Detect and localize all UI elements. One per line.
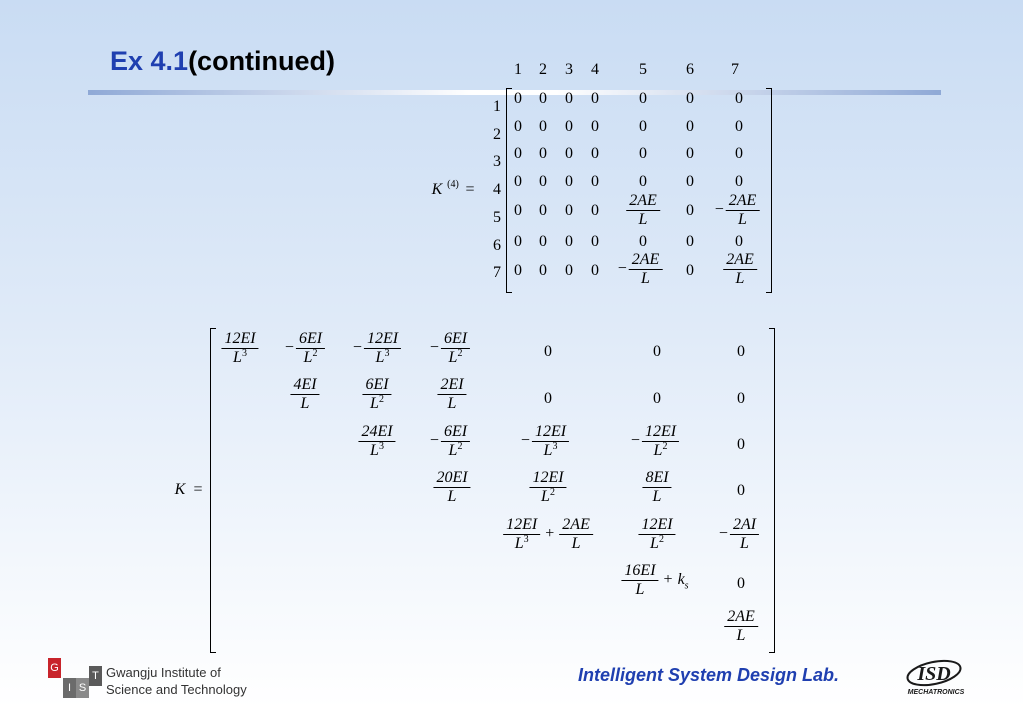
- k4-entry: 0: [686, 90, 694, 107]
- k-entry-r2c2: [290, 376, 319, 413]
- frac-denominator: L: [543, 442, 553, 459]
- k4-entry-frac: [723, 251, 757, 288]
- k4-row-header: 2: [493, 126, 501, 143]
- k4-col-header: 3: [565, 61, 573, 78]
- k4-col-header: 4: [591, 61, 599, 78]
- frac-numerator: 12EI: [221, 330, 258, 349]
- k-entry-r3c6: [631, 423, 679, 460]
- k-entry-r5c6: [638, 516, 675, 553]
- k4-col-header: 2: [539, 61, 547, 78]
- k4-entry: 0: [686, 233, 694, 250]
- k4-entry: 0: [686, 145, 694, 162]
- k4-entry-frac: [626, 192, 660, 229]
- k4-entry: 0: [591, 145, 599, 162]
- frac-numerator: 16EI: [621, 562, 658, 581]
- k4-entry: 0: [565, 118, 573, 135]
- frac-numerator: 12EI: [642, 423, 679, 442]
- frac-numerator: 12EI: [364, 330, 401, 349]
- spring-constant-k: k: [677, 571, 685, 589]
- frac-numerator: 8EI: [642, 469, 671, 488]
- frac-exponent: 2: [457, 348, 463, 359]
- k4-entry: 0: [565, 145, 573, 162]
- frac-exponent: 2: [658, 534, 664, 545]
- k4-entry: 0: [514, 173, 522, 190]
- frac-denominator: L: [300, 395, 310, 412]
- frac-denominator: L: [653, 442, 663, 459]
- k4-entry: 0: [514, 262, 522, 279]
- k4-right-bracket: [766, 88, 772, 293]
- k4-entry: 0: [735, 145, 743, 162]
- k4-entry: 0: [639, 233, 647, 250]
- k4-col-header: 7: [731, 61, 739, 78]
- minus-sign: −: [352, 339, 362, 357]
- minus-sign: −: [429, 432, 439, 450]
- frac-numerator: 4EI: [290, 376, 319, 395]
- k4-entry: 0: [539, 262, 547, 279]
- k-entry-r1c6: 0: [653, 343, 661, 360]
- frac-denominator: L: [303, 349, 313, 366]
- gist-logo-letter: G: [48, 658, 61, 678]
- frac-numerator: 2EI: [437, 376, 466, 395]
- k4-entry: 0: [591, 90, 599, 107]
- k-entry-r4c6: [642, 469, 671, 506]
- k4-entry: 0: [686, 173, 694, 190]
- k4-entry: 0: [735, 233, 743, 250]
- frac-exponent: 2: [378, 394, 384, 405]
- k-entry-r1c7: 0: [737, 343, 745, 360]
- k4-entry: 0: [735, 90, 743, 107]
- k-entry-r6c6: [621, 562, 688, 599]
- k-entry-r1c1: [221, 330, 258, 367]
- isd-logo: [898, 656, 970, 698]
- gist-logo-letter: T: [89, 666, 102, 686]
- frac-numerator: 2AE: [726, 192, 760, 211]
- k4-entry: 0: [565, 90, 573, 107]
- frac-exponent: 3: [552, 441, 558, 452]
- frac-numerator: 2AE: [626, 192, 660, 211]
- k-entry-r4c7: 0: [737, 482, 745, 499]
- frac-denominator: L: [738, 211, 747, 228]
- k4-entry: 0: [539, 202, 547, 219]
- frac-exponent: 2: [457, 441, 463, 452]
- k-entry-r2c6: 0: [653, 390, 661, 407]
- k4-entry: 0: [539, 173, 547, 190]
- k-entry-r2c7: 0: [737, 390, 745, 407]
- gist-logo-letter: I: [63, 678, 76, 698]
- k4-entry: 0: [514, 233, 522, 250]
- k4-entry: 0: [539, 145, 547, 162]
- k4-entry: 0: [639, 118, 647, 135]
- k-left-bracket: [210, 328, 216, 653]
- frac-denominator: L: [514, 535, 524, 552]
- frac-exponent: 3: [241, 348, 247, 359]
- k4-entry: 0: [514, 145, 522, 162]
- k4-entry: 0: [591, 262, 599, 279]
- frac-numerator: 6EI: [441, 423, 470, 442]
- frac-denominator: L: [233, 349, 242, 366]
- frac-denominator: L: [740, 535, 749, 552]
- minus-sign: −: [617, 260, 627, 278]
- frac-denominator: L: [447, 488, 457, 505]
- k4-row-header: 5: [493, 209, 501, 226]
- k4-lhs-superscript: (4): [447, 179, 459, 190]
- k4-entry: 0: [565, 262, 573, 279]
- k-lhs-symbol: K: [174, 481, 186, 498]
- frac-exponent: 2: [312, 348, 318, 359]
- k4-entry: 0: [639, 90, 647, 107]
- k-lhs-equals: =: [193, 481, 203, 498]
- minus-sign: −: [520, 432, 530, 450]
- k4-row-header: 7: [493, 264, 501, 281]
- minus-sign: −: [284, 339, 294, 357]
- k-entry-r2c5: 0: [544, 390, 552, 407]
- k4-entry: 0: [686, 262, 694, 279]
- k4-entry: 0: [735, 173, 743, 190]
- plus-sign: +: [663, 571, 673, 589]
- isd-logo-icon: [898, 656, 970, 698]
- k4-row-header: 4: [493, 181, 501, 198]
- k4-entry: 0: [591, 173, 599, 190]
- frac-exponent: 2: [662, 441, 668, 452]
- minus-sign: −: [714, 201, 724, 219]
- minus-sign: −: [429, 339, 439, 357]
- frac-exponent: 2: [549, 487, 555, 498]
- frac-denominator: L: [447, 395, 457, 412]
- k-entry-r1c4: [430, 330, 470, 367]
- k4-entry: 0: [686, 202, 694, 219]
- k-entry-r1c2: [285, 330, 325, 367]
- minus-sign: −: [718, 525, 728, 543]
- frac-denominator: L: [571, 535, 581, 552]
- frac-numerator: 2AE: [723, 251, 757, 270]
- k-entry-r3c7: 0: [737, 436, 745, 453]
- isd-logo-text: ISD: [917, 663, 951, 685]
- k4-entry-frac: [618, 251, 663, 288]
- title-continued: (continued): [188, 46, 336, 76]
- minus-sign: −: [630, 432, 640, 450]
- k4-entry: 0: [591, 202, 599, 219]
- k-entry-r1c3: [353, 330, 401, 367]
- k4-entry: 0: [539, 90, 547, 107]
- k4-row-header: 6: [493, 237, 501, 254]
- k4-col-header: 6: [686, 61, 694, 78]
- k-entry-r4c5: [529, 469, 566, 506]
- k4-entry: 0: [514, 202, 522, 219]
- frac-denominator: L: [650, 535, 659, 552]
- k4-left-bracket: [506, 88, 512, 293]
- k4-lhs-equals: =: [465, 181, 475, 198]
- k4-entry: 0: [591, 233, 599, 250]
- frac-denominator: L: [638, 211, 648, 228]
- frac-denominator: L: [641, 270, 650, 287]
- frac-denominator: L: [736, 627, 746, 644]
- k4-entry: 0: [565, 202, 573, 219]
- gist-logo-letter: S: [76, 678, 89, 698]
- k4-entry: 0: [565, 233, 573, 250]
- frac-denominator: L: [375, 349, 385, 366]
- k4-entry: 0: [639, 173, 647, 190]
- frac-numerator: 6EI: [441, 330, 470, 349]
- institute-name-line1: Gwangju Institute of: [106, 665, 221, 680]
- frac-denominator: L: [370, 395, 379, 412]
- k4-col-header: 5: [639, 61, 647, 78]
- frac-denominator: L: [448, 442, 458, 459]
- k4-entry: 0: [639, 145, 647, 162]
- k-entry-r7c7: [724, 608, 758, 645]
- plus-sign: +: [545, 525, 555, 543]
- k4-entry: 0: [591, 118, 599, 135]
- slide-title: [110, 46, 335, 77]
- k4-row-header: 3: [493, 153, 501, 170]
- k-right-bracket: [769, 328, 775, 653]
- frac-numerator: 12EI: [503, 516, 540, 535]
- frac-denominator: L: [735, 270, 745, 287]
- k4-row-header: 1: [493, 98, 501, 115]
- k4-entry: 0: [565, 173, 573, 190]
- frac-numerator: 2AE: [629, 251, 663, 270]
- k-entry-r4c4: [433, 469, 470, 506]
- frac-numerator: 12EI: [638, 516, 675, 535]
- k-entry-r6c7: 0: [737, 575, 745, 592]
- spring-constant-subscript: s: [684, 580, 689, 592]
- institute-name-line2: Science and Technology: [106, 682, 247, 697]
- frac-numerator: 6EI: [362, 376, 391, 395]
- k4-entry: 0: [539, 118, 547, 135]
- k4-col-header: 1: [514, 61, 522, 78]
- frac-numerator: 6EI: [296, 330, 325, 349]
- frac-numerator: 24EI: [358, 423, 395, 442]
- k-entry-r1c5: 0: [544, 343, 552, 360]
- frac-denominator: L: [635, 581, 645, 598]
- frac-exponent: 3: [384, 348, 390, 359]
- frac-numerator: 12EI: [532, 423, 569, 442]
- frac-denominator: L: [370, 442, 379, 459]
- k4-lhs-symbol: K: [431, 181, 443, 198]
- k4-entry: 0: [686, 118, 694, 135]
- k-entry-r2c4: [437, 376, 466, 413]
- isd-logo-subtext: MECHATRONICS: [907, 689, 965, 696]
- k-entry-r3c4: [430, 423, 470, 460]
- k-entry-r3c3: [358, 423, 395, 460]
- k-entry-r5c7: [719, 516, 759, 553]
- k4-entry: 0: [735, 118, 743, 135]
- title-example-number: Ex 4.1: [110, 46, 189, 76]
- frac-exponent: 3: [523, 534, 529, 545]
- k4-entry-frac: [715, 192, 760, 229]
- frac-numerator: 2AE: [724, 608, 758, 627]
- frac-denominator: L: [541, 488, 550, 505]
- frac-denominator: L: [652, 488, 662, 505]
- k-entry-r2c3: [362, 376, 391, 413]
- frac-numerator: 2AI: [730, 516, 759, 535]
- frac-numerator: 12EI: [529, 469, 566, 488]
- k4-entry: 0: [514, 90, 522, 107]
- frac-numerator: 20EI: [433, 469, 470, 488]
- k-entry-r5c5: [503, 516, 593, 553]
- k-entry-r3c5: [521, 423, 569, 460]
- frac-denominator: L: [448, 349, 458, 366]
- lab-name: Intelligent System Design Lab.: [578, 665, 840, 685]
- k4-entry: 0: [514, 118, 522, 135]
- institute-name: [106, 664, 247, 698]
- frac-numerator: 2AE: [559, 516, 593, 535]
- frac-exponent: 3: [378, 441, 384, 452]
- k4-entry: 0: [539, 233, 547, 250]
